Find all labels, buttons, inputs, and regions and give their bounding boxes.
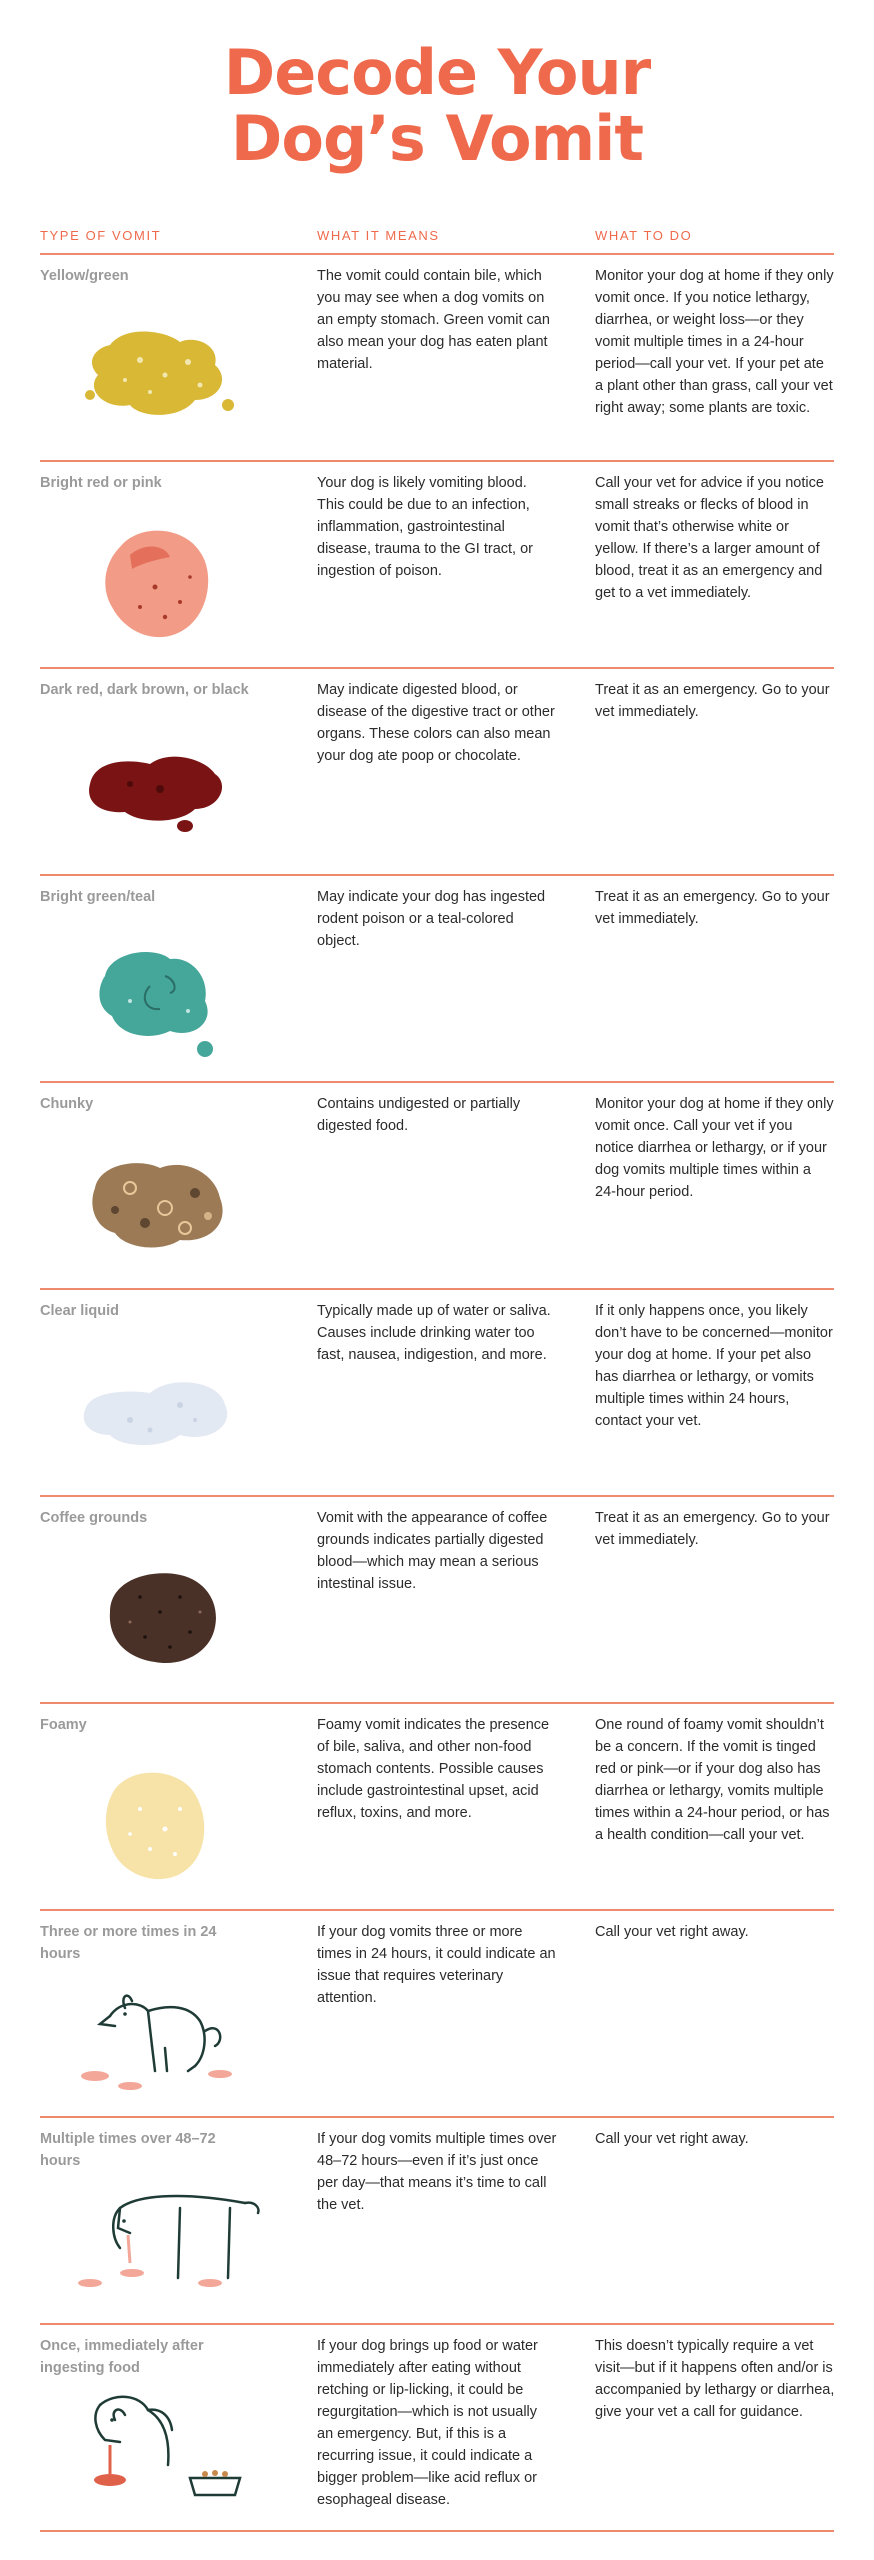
table-row-coffee-grounds <box>0 1497 874 1702</box>
means-text: Contains undigested or partially digested food. <box>317 1096 521 1134</box>
table-row-bright-red-pink <box>0 462 874 667</box>
means-text: The vomit could contain bile, which you may see when a dog vomits on an empty stomach. Green vomit can also mean your dog has eaten plant material. <box>317 268 550 372</box>
means-text: If your dog vomits multiple times over 48–72 hours—even if it’s just once per day—that means it’s time to call the vet. <box>317 2131 557 2213</box>
table-row-bright-green-teal <box>0 876 874 1081</box>
means-text: If your dog vomits three or more times in 24 hours, it could indicate an issue that requires veterinary attention. <box>317 1924 556 2006</box>
foamy-vomit-icon <box>70 1749 260 1899</box>
table-row-foamy <box>0 1704 874 1909</box>
table-row-yellow-green <box>0 255 874 460</box>
table-row-three-or-more <box>0 1911 874 2116</box>
table-row-clear-liquid <box>0 1290 874 1495</box>
table-row-multiple-times <box>0 2118 874 2323</box>
chunky-vomit-icon <box>70 1128 260 1278</box>
means-text: If your dog brings up food or water immediately after eating without retching or lip-licking, it could be regurgitation—which is not usually an emergency. But, if this is a recurring issue, it could indicate a bigger problem—like acid reflux or esophageal disease. <box>317 2338 538 2508</box>
type-label: Chunky <box>40 1096 94 1112</box>
title-line-2: Dog’s Vomit <box>230 102 644 175</box>
type-label: Multiple times over 48–72 hours <box>40 2131 216 2169</box>
type-label: Coffee grounds <box>40 1510 148 1526</box>
todo-text: Call your vet for advice if you notice small streaks or flecks of blood in vomit that’s otherwise white or yellow. If there’s a larger amount of blood, treat it as an emergency and get to a vet immediately. <box>595 475 824 601</box>
dark-red-vomit-icon <box>70 714 260 864</box>
type-label: Yellow/green <box>40 268 129 284</box>
todo-text: Monitor your dog at home if they only vomit once. Call your vet if you notice diarrhea or lethargy, or if your dog vomits multiple times within a 24-hour period. <box>595 1096 834 1200</box>
page-title <box>0 36 874 175</box>
todo-text: Monitor your dog at home if they only vomit once. If you notice lethargy, diarrhea, or weight loss—or they vomit multiple times in a 24-hour period—call your vet. If your pet ate a plant other than grass, call your vet right away; some plants are toxic. <box>595 268 834 416</box>
todo-text: If it only happens once, you likely don’t have to be concerned—monitor your dog at home. If your pet also has diarrhea or lethargy, or vomits multiple times within 24 hours, contact your vet. <box>595 1303 833 1429</box>
means-text: Typically made up of water or saliva. Causes include drinking water too fast, nausea, indigestion, and more. <box>317 1303 551 1363</box>
means-text: Your dog is likely vomiting blood. This could be due to an infection, inflammation, gastrointestinal disease, trauma to the GI tract, or ingestion of poison. <box>317 475 533 579</box>
type-label: Once, immediately after ingesting food <box>40 2338 204 2376</box>
clear-liquid-vomit-icon <box>70 1335 260 1485</box>
type-label: Foamy <box>40 1717 87 1733</box>
type-label: Dark red, dark brown, or black <box>40 682 249 698</box>
dog-food-bowl-icon <box>70 2370 260 2520</box>
todo-text: This doesn’t typically require a vet visit—but if it happens often and/or is accompanied by lethargy or diarrhea, give your vet a call for guidance. <box>595 2338 835 2420</box>
todo-text: One round of foamy vomit shouldn’t be a concern. If the vomit is tinged red or pink—or if your dog also has diarrhea or lethargy, vomits multiple times within a 24-hour period, or has a health condition—call your vet. <box>595 1717 830 1843</box>
title-line-1: Decode Your <box>223 36 651 109</box>
dog-vomiting-icon <box>70 1956 260 2106</box>
type-label: Three or more times in 24 hours <box>40 1924 217 1962</box>
table-row-chunky <box>0 1083 874 1288</box>
table-row-dark-red <box>0 669 874 874</box>
header-type: TYPE OF VOMIT <box>40 228 162 243</box>
means-text: Vomit with the appearance of coffee grounds indicates partially digested blood—which may mean a serious intestinal issue. <box>317 1510 548 1592</box>
means-text: May indicate digested blood, or disease of the digestive tract or other organs. These colors can also mean your dog ate poop or chocolate. <box>317 682 555 764</box>
row-divider <box>40 2530 834 2532</box>
coffee-grounds-vomit-icon <box>70 1542 260 1692</box>
todo-text: Treat it as an emergency. Go to your vet immediately. <box>595 1510 830 1548</box>
type-label: Bright red or pink <box>40 475 162 491</box>
table-row-once-after-food <box>0 2325 874 2530</box>
means-text: May indicate your dog has ingested rodent poison or a teal-colored object. <box>317 889 546 949</box>
teal-vomit-icon <box>70 921 260 1071</box>
todo-text: Call your vet right away. <box>595 2131 749 2147</box>
yellow-green-vomit-icon <box>70 300 260 450</box>
todo-text: Call your vet right away. <box>595 1924 749 1940</box>
means-text: Foamy vomit indicates the presence of bile, saliva, and other non-food stomach contents. Possible causes include gastrointestinal upset, acid reflux, toxins, and more. <box>317 1717 550 1821</box>
header-todo: WHAT TO DO <box>595 228 693 243</box>
todo-text: Treat it as an emergency. Go to your vet immediately. <box>595 889 830 927</box>
type-label: Clear liquid <box>40 1303 119 1319</box>
header-means: WHAT IT MEANS <box>317 228 440 243</box>
dog-standing-vomiting-icon <box>70 2163 260 2313</box>
bright-red-pink-vomit-icon <box>70 507 260 657</box>
todo-text: Treat it as an emergency. Go to your vet immediately. <box>595 682 830 720</box>
type-label: Bright green/teal <box>40 889 156 905</box>
